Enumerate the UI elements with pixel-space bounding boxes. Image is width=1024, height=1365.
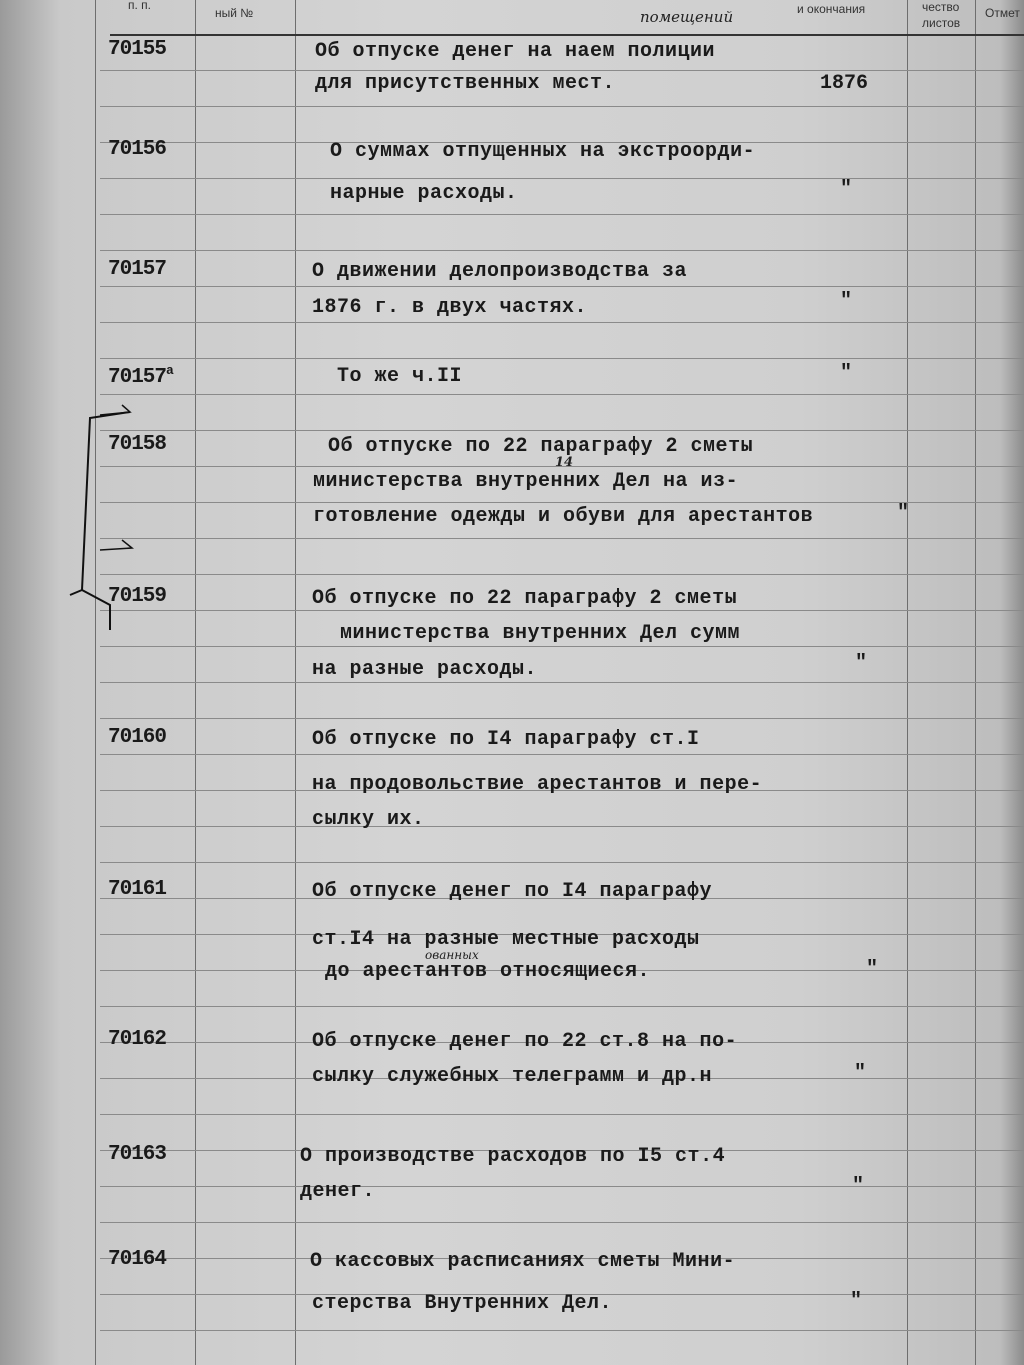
ruled-line: [100, 826, 1024, 827]
entry-title-line: на продовольствие арестантов и пере-: [312, 773, 763, 796]
ruled-line: [100, 214, 1024, 215]
entry-title-line: О производстве расходов по I5 ст.4: [300, 1145, 726, 1168]
header-sheets: листов: [922, 16, 961, 30]
column-divider: [95, 0, 96, 1365]
entry-title-line: стерства Внутренних Дел.: [312, 1292, 613, 1315]
entry-title-line: Об отпуске денег по I4 параграфу: [312, 880, 713, 903]
entry-title-line: министерства внутренних Дел на из-: [313, 470, 739, 493]
ruled-line: [100, 1114, 1024, 1115]
entry-number: 70158: [108, 433, 167, 456]
ruled-line: [100, 718, 1024, 719]
entry-title-line: министерства внутренних Дел сумм: [340, 622, 741, 645]
entry-number: 70161: [108, 878, 167, 901]
ruled-line: [100, 1330, 1024, 1331]
entry-title-line: Об отпуске по 22 параграфу 2 сметы: [328, 435, 754, 458]
entry-number: 70160: [108, 726, 167, 749]
ruled-line: [100, 682, 1024, 683]
entry-title-line: сылку их.: [312, 808, 425, 831]
ditto-mark: ": [840, 178, 853, 201]
header-rule: [110, 34, 1024, 36]
ruled-line: [100, 502, 1024, 503]
ruled-line: [100, 538, 1024, 539]
entry-title-line: Об отпуске по 22 параграфу 2 сметы: [312, 587, 738, 610]
handwritten-annotation: ованных: [425, 948, 479, 962]
ruled-line: [100, 250, 1024, 251]
ruled-line: [100, 286, 1024, 287]
entry-title-line: денег.: [300, 1180, 376, 1203]
ruled-line: [100, 1222, 1024, 1223]
ruled-line: [100, 394, 1024, 395]
entry-title-line: на разные расходы.: [312, 658, 538, 681]
entry-title-line: готовление одежды и обуви для арестантов: [313, 505, 814, 528]
ruled-line: [100, 574, 1024, 575]
ditto-mark: ": [840, 290, 853, 313]
header-notes: Отмет: [985, 6, 1020, 20]
ruled-line: [100, 322, 1024, 323]
entry-title-line: нарные расходы.: [330, 182, 518, 205]
handwritten-annotation: 14: [555, 455, 574, 470]
ditto-mark: ": [852, 1175, 865, 1198]
entry-number: 70159: [108, 585, 167, 608]
entry-title-line: Об отпуске по I4 параграфу ст.I: [312, 728, 700, 751]
handwritten-annotation: помещений: [640, 8, 734, 26]
entry-title-line: ст.I4 на разные местные расходы: [312, 928, 700, 951]
entry-number: 70164: [108, 1248, 167, 1271]
entry-title-line: для присутственных мест.: [315, 72, 616, 95]
entry-title-line: до арестантов относящиеся.: [325, 960, 651, 983]
ditto-mark: ": [854, 1062, 867, 1085]
ditto-mark: ": [850, 1290, 863, 1313]
ruled-line: [100, 1186, 1024, 1187]
ruled-line: [100, 610, 1024, 611]
entry-date: 1876: [820, 72, 869, 95]
entry-number: 70155: [108, 38, 167, 61]
ruled-line: [100, 430, 1024, 431]
header-sheets-top: чество: [922, 0, 960, 14]
entry-title-line: Об отпуске денег по 22 ст.8 на по-: [312, 1030, 738, 1053]
ruled-line: [100, 106, 1024, 107]
entry-number: 70162: [108, 1028, 167, 1051]
ruled-line: [100, 1006, 1024, 1007]
header-num: п. п.: [128, 0, 151, 12]
entry-number: $70157^а$: [108, 363, 173, 389]
entry-title-line: сылку служебных телеграмм и др.н: [312, 1065, 713, 1088]
ditto-mark: ": [897, 502, 910, 525]
entry-number: 70156: [108, 138, 167, 161]
entry-title-line: То же ч.II: [337, 365, 463, 388]
entry-title-line: 1876 г. в двух частях.: [312, 296, 588, 319]
ruled-line: [100, 70, 1024, 71]
ruled-line: [100, 646, 1024, 647]
entry-title-line: Об отпуске денег на наем полиции: [315, 40, 716, 63]
entry-number: 70157: [108, 258, 167, 281]
ditto-mark: ": [866, 958, 879, 981]
header-index: ный №: [215, 6, 254, 20]
ruled-line: [100, 862, 1024, 863]
ditto-mark: ": [840, 362, 853, 385]
entry-title-line: О кассовых расписаниях сметы Мини-: [310, 1250, 736, 1273]
entry-title-line: О суммах отпущенных на экстроорди-: [330, 140, 756, 163]
header-dates: и окончания: [797, 2, 866, 16]
entry-suffix: а: [166, 363, 173, 378]
bracket-arrow-mark: [60, 400, 200, 640]
ruled-line: [100, 178, 1024, 179]
entry-number: 70163: [108, 1143, 167, 1166]
ruled-line: [100, 754, 1024, 755]
ditto-mark: ": [855, 652, 868, 675]
entry-title-line: О движении делопроизводства за: [312, 260, 688, 283]
ruled-line: [100, 358, 1024, 359]
